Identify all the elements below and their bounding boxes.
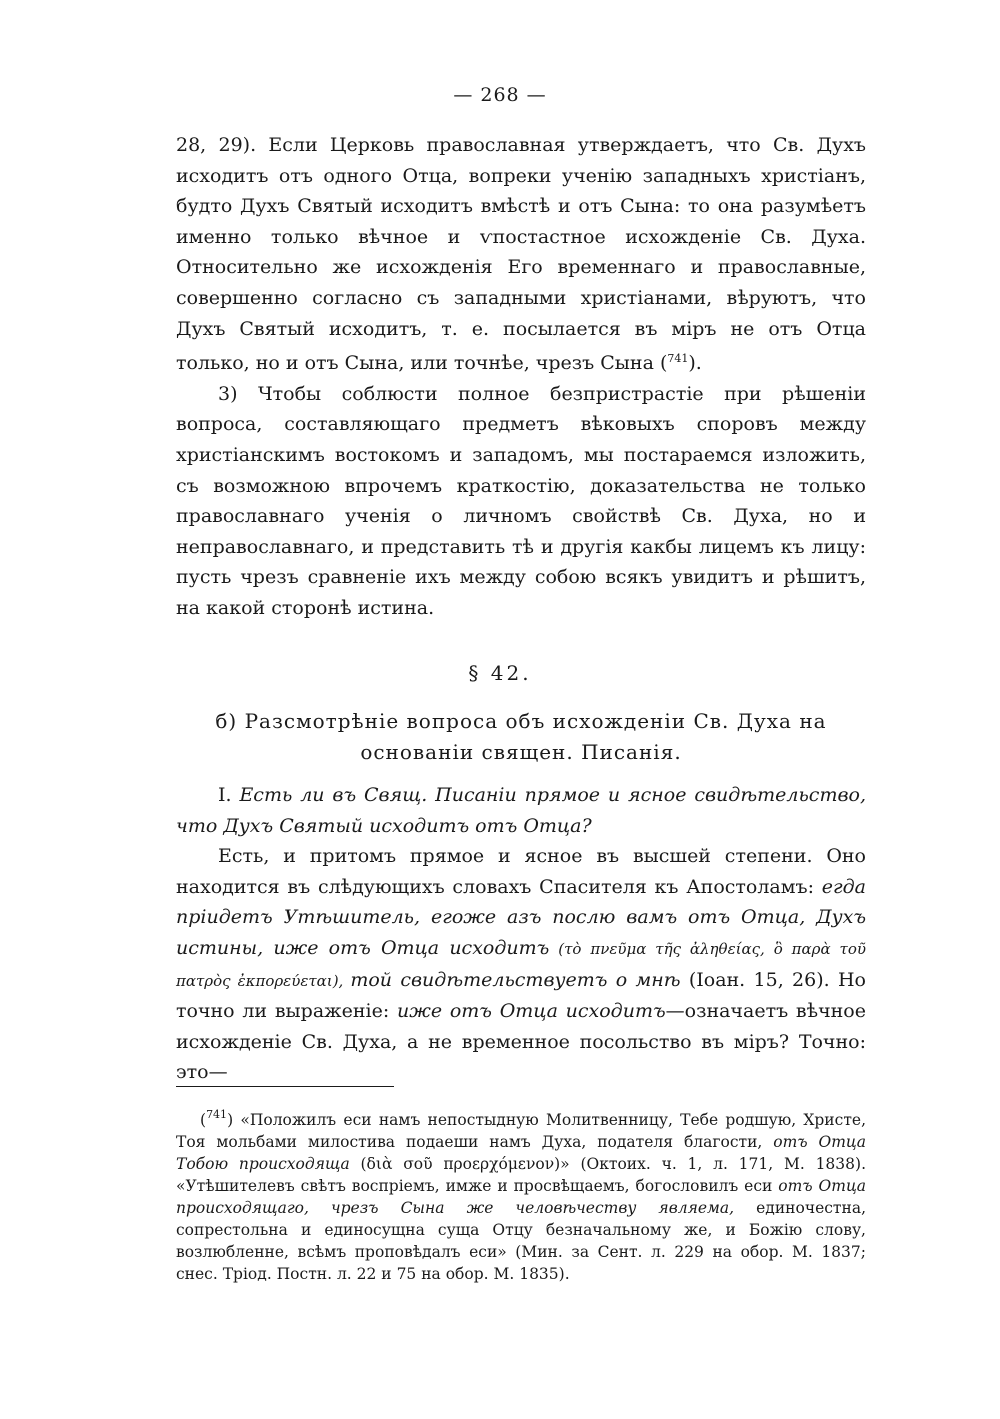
answer-text-end: —означаетъ вѣчное исхожденіе Св. Духа, а не временное посольство въ міръ? Точно: это— <box>176 1000 866 1084</box>
footnote-quote: отъ Отца происходящаго, чрезъ Сына же человѣчеству являема, <box>176 1177 867 1217</box>
footnote-text: единочестна, сопрестольна и единосущна суща Отцу безначальному же, и Божію слову, возлюбленне, всѣмъ проповѣдалъ еси» (Мин. за Сент. л. 229 на обор. М. 1837; снес. Тріод. Постн. л. 22 и 75 на обор. М. 1835). <box>176 1199 867 1283</box>
footnote-number: 741 <box>206 1108 228 1121</box>
text-block-top <box>176 130 866 624</box>
paragraph-text: 28, 29). Если Церковь православная утверждаетъ, что Св. Духъ исходитъ отъ одного Отца, вопреки ученію западныхъ христіанъ, будто Духъ Святый исходитъ вмѣстѣ и отъ Сына: то она разумѣетъ именно только вѣчное и ѵпостастное исхожденіе Св. Духа. Относительно же исхожденія Его временнаго и православные, совершенно согласно съ западными христіанами, вѣруютъ, что Духъ Святый исходитъ, т. е. посылается въ міръ не отъ Отца только, но и отъ Сына, или точнѣе, чрезъ Сына ( <box>176 134 866 375</box>
answer-paragraph <box>176 841 866 1088</box>
question-text: Есть ли въ Свящ. Писаніи прямое и ясное свидѣтельство, что Духъ Святый исходитъ отъ Отца? <box>176 784 866 837</box>
answer-text: Есть, и притомъ прямое и ясное въ высшей степени. Оно находится въ слѣдующихъ словахъ Спасителя къ Апостоламъ: <box>176 845 866 898</box>
footnote-quote: отъ Отца Тобою происходяща <box>176 1133 866 1173</box>
footnote-reference: 741 <box>667 352 689 366</box>
question-number: I. <box>218 784 232 806</box>
footnote-separator <box>176 1086 394 1087</box>
footnote-text: (διὰ σοῦ προερχόμενον)» (Октоих. ч. 1, л. 171, М. 1838). «Утѣшителевъ свѣтъ воспріемъ, имже и просвѣщаемъ, богословилъ еси <box>176 1155 866 1195</box>
paragraph-point-3: 3) Чтобы соблюсти полное безпристрастіе при рѣшеніи вопроса, составляющаго предметъ вѣковыхъ споровъ между христіанскимъ востокомъ и западомъ, мы постараемся изложить, съ возможною впрочемъ краткостію, доказательства не только православнаго ученія о личномъ свойствѣ Св. Духа, но и неправославнаго, и представить тѣ и другія какбы лицемъ къ лицу: пусть чрезъ сравненіе ихъ между собою всякъ увидитъ и рѣшитъ, на какой сторонѣ истина. <box>176 382 866 619</box>
text-block-main <box>176 780 866 1088</box>
footnotes <box>176 1104 866 1285</box>
page-number: — 268 — <box>453 84 547 106</box>
paragraph-text-end: ). <box>688 352 702 375</box>
scripture-phrase: иже отъ Отца исходитъ <box>397 1000 666 1023</box>
paragraph-continuation <box>176 130 866 379</box>
section-number: § 42. <box>468 661 532 685</box>
greek-quote: (τὸ πνεῦμα τῆς ἀληθείας, ὃ παρὰ τοῦ πατρὸς ἐκπορεύεται), <box>176 939 866 990</box>
footnote-marker-open: ( <box>200 1111 207 1129</box>
answer-text-citation: (Іоан. 15, 26). Но точно ли выраженіе: <box>176 968 866 1023</box>
scripture-quote-end: той свидѣтельствуетъ о мнѣ <box>350 968 681 991</box>
footnote-marker-close: ) <box>227 1111 234 1129</box>
footnote-741 <box>176 1104 866 1285</box>
footnote-text: «Положилъ еси намъ непостыдную Молитвенницу, Тебе родшую, Христе, Тоя мольбами милостива подаеши намъ Духа, подателя благости, <box>176 1111 866 1151</box>
scripture-quote: егда пріидетъ Утѣшитель, егоже азъ послю вамъ отъ Отца, Духъ истины, иже отъ Отца исходитъ <box>176 875 866 959</box>
section-heading: б) Разсмотрѣніе вопроса объ исхожденіи Св. Духа на основаніи священ. Писанія. <box>215 709 827 764</box>
question-paragraph <box>176 780 866 841</box>
